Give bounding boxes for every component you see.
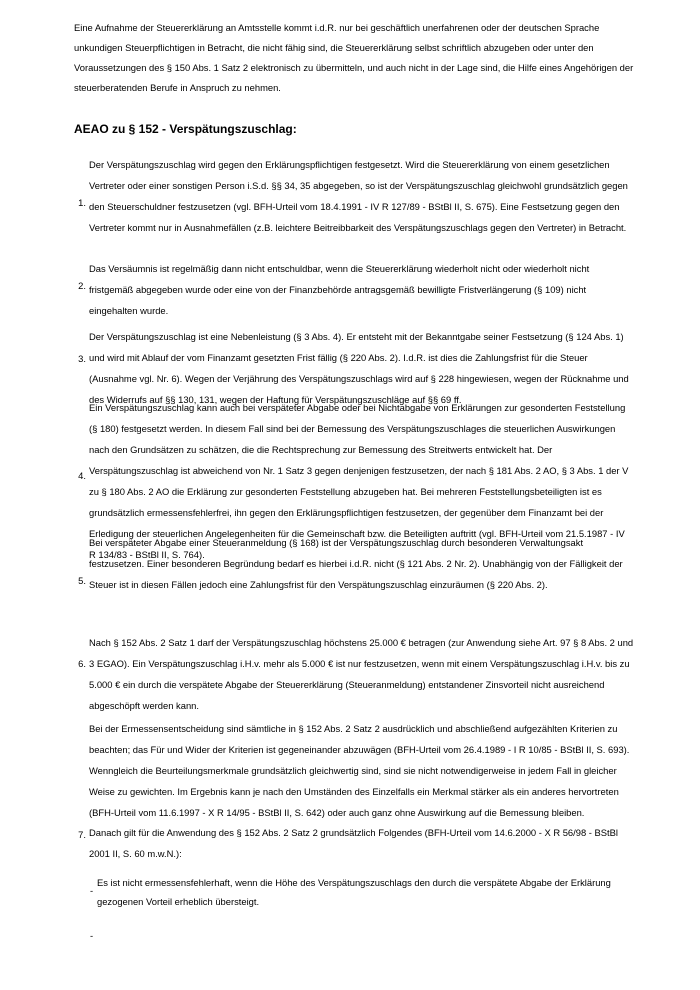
item-text: Ein Verspätungszuschlag kann auch bei verspäteter Abgabe oder bei Nichtabgabe von Erklärungen zur gesonderten Feststellung (§ 180) festgesetzt werden. In diesem Fall sind bei der Bemessung des Verspätungszuschlages die steuerlichen Auswirkungen nach den Grundsätzen zu schätzen, die die Rechtsprechung zur Bemessung des Streitwerts entwickelt hat. Der Verspätungszuschlag ist abweichend von Nr. 1 Satz 3 gegen denjenigen festzusetzen, der nach § 181 Abs. 2 AO, § 3 Abs. 1 der V zu § 180 Abs. 2 AO die Erklärung zur gesonderten Feststellung abzugeben hat. Bei mehreren Feststellungsbeteiligten ist es grundsätzlich ermessensfehlerfrei, ihn gegen den Erklärungspflichtigen festzusetzen, der gegenüber dem Finanzamt bei der Erledigung der steuerlichen Angelegenheiten für die Gemeinschaft bzw. die Beteiligten auftritt (vgl. BFH-Urteil vom 21.5.1987 - IV R 134/83 - BStBl II, S. 764).	[89, 402, 629, 560]
item-number: 3.	[78, 353, 86, 364]
item-number: 5.	[78, 575, 86, 586]
dash-marker: -	[90, 885, 94, 896]
list-item-2	[74, 258, 634, 321]
item-text: Das Versäumnis ist regelmäßig dann nicht entschuldbar, wenn die Steuererklärung wiederholt nicht oder wiederholt nicht fristgemäß abgegeben wurde oder eine von der Finanzbehörde antragsgemäß bewilligte Fristverlängerung (§ 109) nicht eingehalten wurde.	[89, 263, 590, 316]
item-number: 7.	[78, 829, 86, 840]
item-number: 4.	[78, 470, 86, 481]
item-text: Der Verspätungszuschlag ist eine Nebenleistung (§ 3 Abs. 4). Er entsteht mit der Bekanntgabe seiner Festsetzung (§ 124 Abs. 1) und wird mit Ablauf der vom Finanzamt gesetzten Frist fällig (§ 220 Abs. 2). I.d.R. ist dies die Zahlungsfrist für die Steuer (Ausnahme vgl. Nr. 6). Wegen der Verjährung des Verspätungszuschlags wird auf § 228 hingewiesen, wegen der Rücknahme und des Widerrufs auf §§ 130, 131, wegen der Haftung für Verspätungszuschläge auf §§ 69 ff.	[89, 331, 629, 405]
item-number: 6.	[78, 658, 86, 669]
item-text: Der Verspätungszuschlag wird gegen den Erklärungspflichtigen festgesetzt. Wird die Steuererklärung von einem gesetzlichen Vertreter oder einer sonstigen Person i.S.d. §§ 34, 35 abgegeben, so ist der Verspätungszuschlag gleichwohl grundsätzlich gegen den Steuerschuldner festzusetzen (vgl. BFH-Urteil vom 18.4.1991 - IV R 127/89 - BStBl II, S. 675). Eine Festsetzung gegen den Vertreter kommt nur in Ausnahmefällen (z.B. leichtere Beitreibbarkeit des Verspätungszuschlags gegen den Vertreter) in Betracht.	[89, 159, 628, 233]
item-number: 1.	[78, 197, 86, 208]
item-text: Nach § 152 Abs. 2 Satz 1 darf der Verspätungszuschlag höchstens 25.000 € betragen (zur Anwendung siehe Art. 97 § 8 Abs. 2 und 3 EGAO). Ein Verspätungszuschlag i.H.v. mehr als 5.000 € ist nur festzusetzen, wenn mit einem Verspätungszuschlag i.H.v. bis zu 5.000 € ein durch die verspätete Abgabe der Steuererklärung (Steueranmeldung) entstandener Zinsvorteil nicht ausreichend abgeschöpft werden kann.	[89, 637, 634, 711]
item-text: Bei der Ermessensentscheidung sind sämtliche in § 152 Abs. 2 Satz 2 ausdrücklich und abschließend aufgezählten Kriterien zu beachten; das Für und Wider der Kriterien ist gegeneinander abzuwägen (BFH-Urteil vom 26.4.1989 - I R 10/85 - BStBl II, S. 693). Wenngleich die Beurteilungsmerkmale grundsätzlich gleichwertig sind, sind sie nicht notwendigerweise in jedem Fall in gleicher Weise zu gewichten. Im Ergebnis kann je nach den Umständen des Einzelfalls ein Merkmal stärker als ein anderes hervortreten (BFH-Urteil vom 11.6.1997 - X R 14/95 - BStBl II, S. 642) oder auch ganz ohne Auswirkung auf die Bemessung bleiben.	[89, 723, 630, 818]
list-item-7	[74, 718, 634, 858]
section-heading: AEAO zu § 152 - Verspätungszuschlag:	[74, 122, 297, 136]
item-text-continuation: Danach gilt für die Anwendung des § 152 Abs. 2 Satz 2 grundsätzlich Folgendes (BFH-Urteil vom 14.6.2000 - X R 56/98 - BStBl 2001 II, S. 60 m.w.N.):	[89, 827, 618, 859]
sub-item-1	[88, 873, 628, 913]
item-number: 2.	[78, 280, 86, 291]
list-item-1	[74, 154, 634, 238]
list-item-6	[74, 632, 634, 716]
item-text: Bei verspäteter Abgabe einer Steueranmeldung (§ 168) ist der Verspätungszuschlag durch besonderen Verwaltungsakt festzusetzen. Einer besonderen Begründung bedarf es hierbei i.d.R. nicht (§ 121 Abs. 2 Nr. 2). Unabhängig von der Fälligkeit der Steuer ist in diesen Fällen jedoch eine Zahlungsfrist für den Verspätungszuschlag einzuräumen (§ 220 Abs. 2).	[89, 537, 623, 590]
sub-item-2	[88, 930, 628, 950]
dash-marker: -	[90, 930, 94, 941]
list-item-5	[74, 532, 634, 595]
intro-paragraph: Eine Aufnahme der Steuererklärung an Amtsstelle kommt i.d.R. nur bei geschäftlich unerfahrenen oder der deutschen Sprache unkundigen Steuerpflichtigen in Betracht, die nicht fähig sind, die Steuererklärung selbst schriftlich abzugeben oder unter den Voraussetzungen des § 150 Abs. 1 Satz 2 elektronisch zu übermitteln, und auch nicht in der Lage sind, die Hilfe eines Angehörigen der steuerberatenden Berufe in Anspruch zu nehmen.	[74, 22, 634, 93]
sub-item-text: Es ist nicht ermessensfehlerhaft, wenn die Höhe des Verspätungszuschlags den durch die verspätete Abgabe der Erklärung gezogenen Vorteil erheblich übersteigt.	[97, 877, 611, 907]
